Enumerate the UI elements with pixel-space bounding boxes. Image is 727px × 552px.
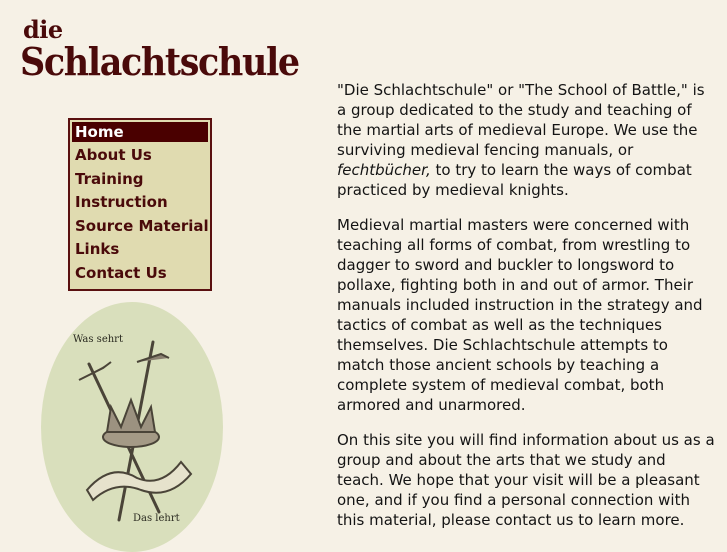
swords-crown-icon [41, 302, 223, 552]
nav-item-source-material[interactable]: Source Material [75, 216, 209, 235]
emblem-top-text: Was sehrt [73, 334, 123, 345]
site-info-paragraph: On this site you will find information about us as a group and about the arts that we study and teach. We hope that your visit will be a pleasant one, and if you find a personal connection with this material, please contact us to learn more. [337, 430, 715, 529]
nav-item-home[interactable]: Home [72, 122, 208, 142]
logo-prefix: die [23, 15, 63, 44]
masters-paragraph: Medieval martial masters were concerned with teaching all forms of combat, from wrestling to dagger to sword and buckler to longsword to pollaxe, fighting both in and out of armor. Their manuals included instruction in the strategy and tactics of combat as well as the techniques themselves. Die Schlachtschule attempts to match those ancient schools by teaching a complete system of medieval combat, both armored and unarmored. [337, 215, 703, 415]
crossed-swords-emblem [41, 302, 223, 552]
main-content [337, 80, 717, 544]
intro-paragraph: "Die Schlachtschule" or "The School of Battle," is a group dedicated to the study and teaching of the martial arts of medieval Europe. We use the surviving medieval fencing manuals, or fechtbücher, to try to learn the ways of combat practiced by medieval knights. [337, 81, 705, 200]
site-logo[interactable] [20, 15, 323, 84]
main-nav [68, 118, 212, 291]
nav-item-instruction[interactable]: Instruction [75, 193, 168, 212]
logo-title: Schlachtschule [20, 39, 299, 84]
nav-item-contact-us[interactable]: Contact Us [75, 263, 167, 282]
emblem-bottom-text: Das lehrt [133, 513, 180, 524]
nav-item-about-us[interactable]: About Us [75, 146, 152, 164]
fechtbucher-term: fechtbücher, [337, 161, 431, 180]
nav-item-links[interactable]: Links [75, 240, 120, 259]
nav-item-training[interactable]: Training [75, 169, 144, 188]
